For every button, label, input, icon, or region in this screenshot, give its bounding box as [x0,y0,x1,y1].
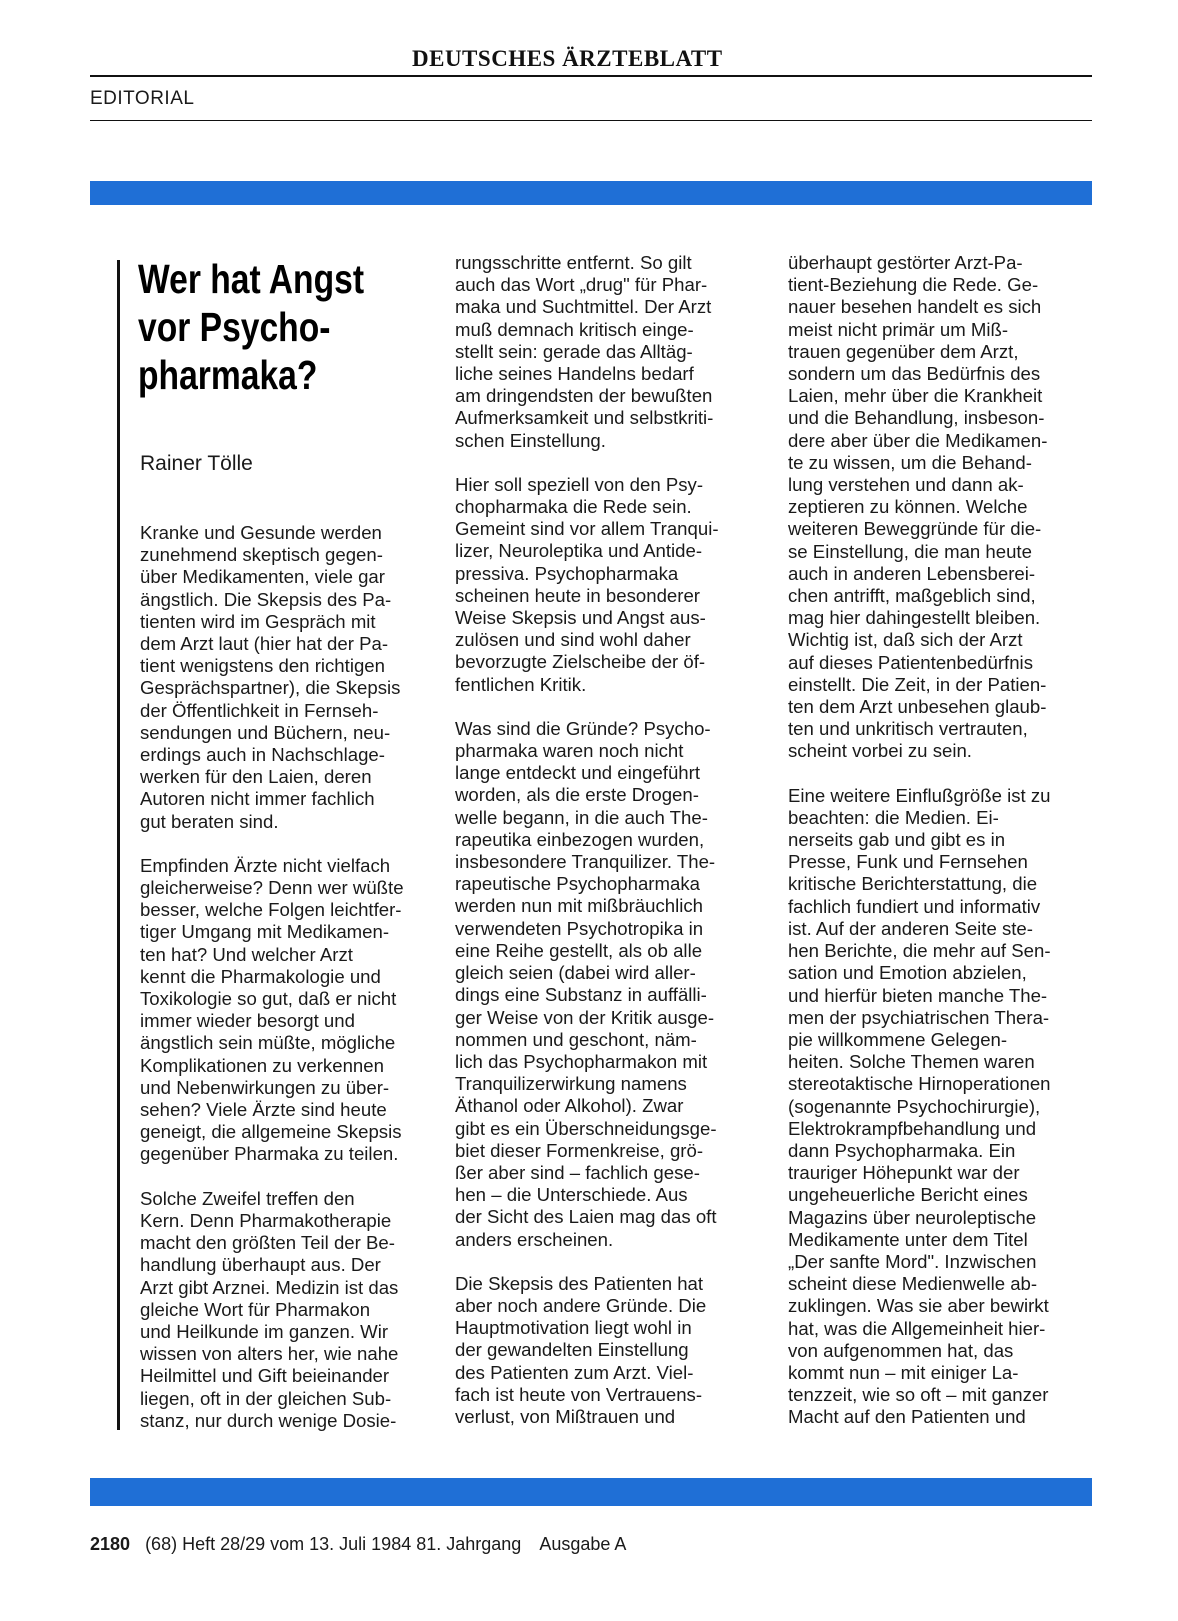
text-column-3 [788,252,1088,1451]
title-side-rule [117,260,120,1430]
paragraph: rungsschritte entfernt. So gilt auch das Wort „drug" für Phar- maka und Suchtmittel. Der Arzt muß demnach kritisch einge- stellt sein: gerade das Alltäg- liche seines Handelns bedarf am dringendsten der bewußten Aufmerksamkeit und selbstkriti- schen Einstellung. [455,252,714,451]
article-title: Wer hat Angst vor Psycho- pharmaka? [138,256,365,398]
text-column-2 [455,252,755,1450]
blue-band-top [90,181,1092,205]
masthead-rule [90,75,1092,77]
page-footer [90,1534,626,1555]
paragraph: Solche Zweifel treffen den Kern. Denn Pharmakotherapie macht den größten Teil der Be- handlung überhaupt aus. Der Arzt gibt Arznei. Medizin ist das gleiche Wort für Pharmakon und Heilkunde im ganzen. Wir wissen von alters her, wie nahe Heilmittel und Gift beieinander liegen, oft in der gleichen Sub- stanz, nur durch wenige Dosie- [140,1187,399,1431]
paragraph: Empfinden Ärzte nicht vielfach gleicherweise? Denn wer wüßte besser, welche Folgen leichtfer- tiger Umgang mit Medikamen- ten hat? Und welcher Arzt kennt die Pharmakologie und Toxikologie so gut, daß er nicht immer wieder besorgt und ängstlich sein müßte, mögliche Komplikationen zu verkennen und Nebenwirkungen zu über- sehen? Viele Ärzte sind heute geneigt, die allgemeine Skepsis gegenüber Pharmaka zu teilen. [140,854,404,1165]
text-column-1 [140,522,430,1454]
journal-masthead: DEUTSCHES ÄRZTEBLATT [412,46,723,71]
issue-info: (68) Heft 28/29 vom 13. Juli 1984 81. Jahrgang [145,1534,522,1554]
section-label: EDITORIAL [90,88,195,109]
paragraph: Kranke und Gesunde werden zunehmend skeptisch gegen- über Medikamenten, viele gar ängstlich. Die Skepsis des Pa- tienten wird im Gespräch mit dem Arzt laut (hier hat der Pa- tient wenigstens den richtigen Gesprächspartner), die Skepsis der Öffentlichkeit in Fernseh- sendungen und Büchern, neu- erdings auch in Nachschlage- werken für den Laien, deren Autoren nicht immer fachlich gut beraten sind. [140,522,401,832]
paragraph: Eine weitere Einflußgröße ist zu beachten: die Medien. Ei- nerseits gab und gibt es in Presse, Funk und Fernsehen kritische Berichterstattung, die fachlich fundiert und informativ ist. Auf der anderen Seite ste- hen Berichte, die mehr auf Sen- sation und Emotion abzielen, und hierfür bieten manche The- men der psychiatrischen Thera- pie willkommene Gelegen- heiten. Solche Themen waren stereotaktische Hirnoperationen (sogenannte Psychochirurgie), Elektrokrampfbehandlung und dann Psychopharmaka. Ein trauriger Höhepunkt war der ungeheuerliche Bericht eines Magazins über neuroleptische Medikamente unter dem Titel „Der sanfte Mord". Inzwischen scheint diese Medienwelle ab- zuklingen. Was sie aber bewirkt hat, was die Allgemeinheit hier- von aufgenommen hat, das kommt nun – mit einiger La- tenzzeit, wie so oft – mit ganzer Macht auf den Patienten und [788,784,1051,1428]
paragraph: überhaupt gestörter Arzt-Pa- tient-Beziehung die Rede. Ge- nauer besehen handelt es sich meist nicht primär um Miß- trauen gegenüber dem Arzt, sondern um das Bedürfnis des Laien, mehr über die Krankheit und die Behandlung, insbeson- dere aber über die Medikamen- te zu wissen, um die Behand- lung verstehen und dann ak- zeptieren zu können. Welche weiteren Beweggründe für die- se Einstellung, die man heute auch in anderen Lebensberei- chen antrifft, maßgeblich sind, mag hier dahingestellt bleiben. Wichtig ist, daß sich der Arzt auf dieses Patientenbedürfnis einstellt. Die Zeit, in der Patien- ten dem Arzt unbesehen glaub- ten und unkritisch vertrauten, scheint vorbei zu sein. [788,252,1048,762]
page-number: 2180 [90,1534,131,1554]
paragraph: Was sind die Gründe? Psycho- pharmaka waren noch nicht lange entdeckt und eingeführt worden, als die erste Drogen- welle begann, in die auch The- rapeutika einbezogen wurden, insbesondere Tranquilizer. The- rapeutische Psychopharmaka werden nun mit mißbräuchlich verwendeten Psychotropika in eine Reihe gestellt, als ob alle gleich seien (dabei wird aller- dings eine Substanz in auffälli- ger Weise von der Kritik ausge- nommen und geschont, näm- lich das Psychopharmakon mit Tranquilizerwirkung namens Äthanol oder Alkohol). Zwar gibt es ein Überschneidungsge- biet dieser Formenkreise, grö- ßer aber sind – fachlich gese- hen – die Unterschiede. Aus der Sicht des Laien mag das oft anders erscheinen. [455,717,717,1250]
edition-label: Ausgabe A [539,1534,627,1554]
paragraph: Die Skepsis des Patienten hat aber noch andere Gründe. Die Hauptmotivation liegt wohl in der gewandelten Einstellung des Patienten zum Arzt. Viel- fach ist heute von Vertrauens- verlust, von Mißtrauen und [455,1272,707,1427]
section-rule [90,120,1092,121]
paragraph: Hier soll speziell von den Psy- chopharmaka die Rede sein. Gemeint sind vor allem Tranqui- lizer, Neuroleptika und Antide- pressiva. Psychopharmaka scheinen heute in besonderer Weise Skepsis und Angst aus- zulösen und sind wohl daher bevorzugte Zielscheibe der öf- fentlichen Kritik. [455,473,719,695]
article-author: Rainer Tölle [140,452,253,475]
blue-band-bottom [90,1478,1092,1506]
